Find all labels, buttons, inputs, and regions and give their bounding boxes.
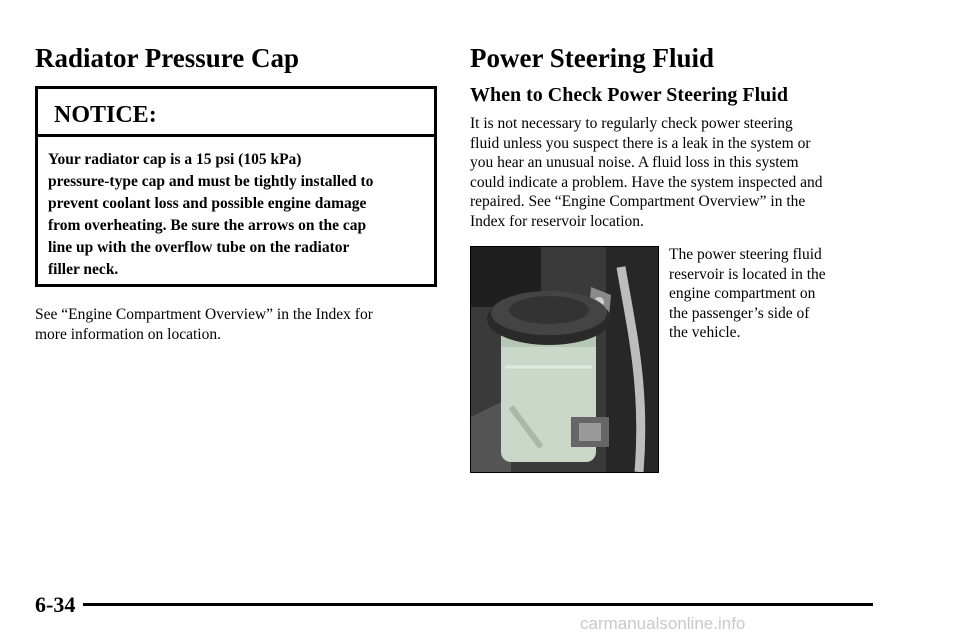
- notice-box: [35, 86, 437, 287]
- reservoir-illustration: [471, 247, 658, 472]
- notice-line: line up with the overflow tube on the radiator: [48, 239, 350, 256]
- notice-body: [48, 149, 428, 281]
- watermark: carmanualsonline.info: [580, 614, 746, 633]
- paragraph-line: fluid unless you suspect there is a leak in the system or: [470, 134, 811, 152]
- paragraph-line: you hear an unusual noise. A fluid loss in this system: [470, 154, 799, 171]
- radiator-cap-heading: Radiator Pressure Cap: [35, 43, 300, 73]
- paragraph-line: It is not necessary to regularly check power steering: [470, 115, 793, 132]
- paragraph-line: more information on location.: [35, 325, 221, 343]
- caption-line: the vehicle.: [669, 324, 741, 341]
- radiator-location-paragraph: [35, 305, 373, 344]
- notice-line: filler neck.: [48, 261, 119, 278]
- notice-line: prevent coolant loss and possible engine damage: [48, 195, 367, 212]
- paragraph-line: repaired. See “Engine Compartment Overview” in the: [470, 193, 806, 210]
- caption-line: the passenger’s side of: [669, 304, 810, 322]
- notice-divider: [38, 134, 434, 137]
- notice-line: pressure-type cap and must be tightly installed to: [48, 173, 374, 190]
- paragraph-line: Index for reservoir location.: [470, 212, 644, 230]
- paragraph-line: See “Engine Compartment Overview” in the Index for: [35, 306, 373, 323]
- caption-line: engine compartment on: [669, 285, 816, 302]
- notice-title: NOTICE:: [54, 102, 157, 128]
- notice-line: Your radiator cap is a 15 psi (105 kPa): [48, 151, 302, 168]
- caption-line: The power steering fluid: [669, 246, 822, 263]
- when-to-check-subheading: When to Check Power Steering Fluid: [470, 84, 788, 106]
- power-steering-heading: Power Steering Fluid: [470, 43, 714, 73]
- caption-line: reservoir is located in the: [669, 265, 826, 283]
- paragraph-line: could indicate a problem. Have the system inspected and: [470, 173, 823, 191]
- reservoir-photo: [470, 246, 659, 473]
- reservoir-caption: [669, 245, 826, 343]
- notice-line: from overheating. Be sure the arrows on the cap: [48, 217, 367, 234]
- footer-rule: [83, 603, 873, 606]
- power-steering-paragraph: [470, 114, 823, 231]
- page-number: 6-34: [35, 592, 76, 617]
